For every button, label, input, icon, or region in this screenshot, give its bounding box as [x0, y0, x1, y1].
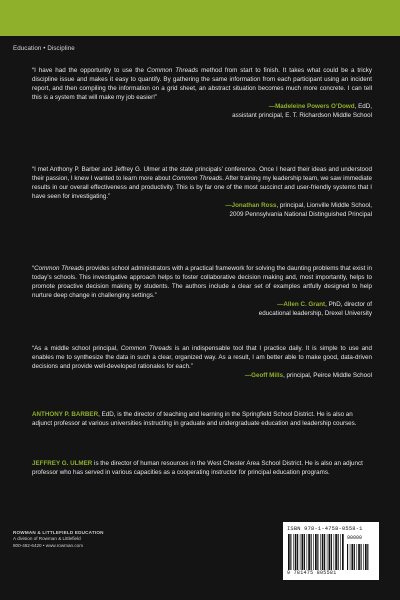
endorsement-attribution-4: —Geoff Mills, principal, Peirce Middle School: [244, 372, 372, 380]
publisher-division: A division of Rowman & Littlefield: [13, 536, 81, 542]
barcode-bar: [327, 534, 328, 570]
barcode-bar: [315, 534, 317, 570]
barcode-bar: [358, 544, 360, 570]
barcode-bar: [361, 544, 362, 570]
barcode-bar: [334, 534, 335, 570]
author-bio-barber: ANTHONY P. BARBER, EdD, is the director of teaching and learning in the Springfield School District. He is also an adjunct professor at various universities instructing in graduate and undergraduate education and leadership courses.: [32, 411, 357, 428]
barcode-bar: [335, 534, 337, 570]
barcode-bars: [288, 534, 344, 570]
barcode-bar: [363, 544, 364, 570]
barcode-bar: [342, 534, 344, 570]
publisher-imprint: [13, 530, 104, 549]
endorsement-quote-2: “I met Anthony P. Barber and Jeffrey G. Ulmer at the state principals’ conference. Once I heard their ideas and understood their passion, I knew I wanted to learn more about Common Threads. After training my leadership team, we saw immediate results in our overall effectiveness and productivity. This is by far one of the most succinct and user-friendly systems that I have seen for investigating.” —Jonathan Ross, principal, Lionville Middle School, 2009 Pennsylvania National Distinguished Principal: [32, 166, 372, 219]
barcode-bar: [351, 544, 353, 570]
barcode-bar: [320, 534, 321, 570]
barcode-bar: [350, 544, 351, 570]
price-barcode-bars: [347, 544, 369, 570]
publisher-name: ROWMAN & LITTLEFIELD EDUCATION: [13, 530, 104, 535]
barcode-bar: [290, 534, 291, 570]
isbn-barcode: [283, 522, 379, 580]
barcode-bar: [311, 534, 312, 570]
endorsement-attribution-1: —Madeleine Powers O’Dowd, EdD, assistant principal, E. T. Richardson Middle School: [232, 103, 372, 120]
barcode-bar: [297, 534, 298, 570]
endorsement-quote-3: “Common Threads provides school administrators with a practical framework for solving the daunting problems that exist in today’s schools. This investigative approach helps to foster collaborative decision making and, most importantly, helps to promote proactive decision making by students. The authors include a clear set of examples artfully designed to help nurture deep change in challenging settings.” —Allen C. Grant, PhD, director of educational leadership, Drexel University: [32, 265, 372, 318]
barcode-bar: [338, 534, 339, 570]
barcode-bar: [293, 534, 294, 570]
barcode-bar: [324, 534, 325, 570]
endorsement-attribution-2: —Jonathan Ross, principal, Lionville Middle School, 2009 Pennsylvania National Distinguished Principal: [225, 202, 372, 219]
category-label: Education • Discipline: [13, 45, 75, 52]
barcode-bar: [347, 544, 348, 570]
barcode-bar: [300, 534, 301, 570]
barcode-bar: [288, 534, 290, 570]
endorsement-quote-4: “As a middle school principal, Common Threads is an indispensable tool that I practice daily. It is simple to use and enables me to synthesize the data in such a clear, organized way. As a result, I am better able to make good, data-driven decisions and provide well-developed rationales for each.” —Geoff Mills, principal, Peirce Middle School: [32, 345, 372, 380]
endorsement-quote-1: “I have had the opportunity to use the Common Threads method from start to finish. It takes what could be a tricky discipline issue and makes it easy to quantify. By gathering the same information from each participant using an incident report, and then compiling the information on a grid sheet, an abstract situation becomes much more concrete. I can tell this is a system that will make my job easier!” —Madeleine Powers O’Dowd, EdD, assistant principal, E. T. Richardson Middle School: [32, 67, 373, 120]
endorsement-attribution-3: —Allen C. Grant, PhD, director of educational leadership, Drexel University: [258, 301, 372, 318]
publisher-contact: 800-462-6420 • www.rowman.com: [13, 542, 84, 548]
isbn-number: ISBN 978-1-4758-0558-1: [287, 526, 363, 532]
barcode-bar: [340, 534, 341, 570]
barcode-bar: [331, 534, 332, 570]
barcode-digits: 9 781475 805581: [287, 570, 337, 576]
barcode-bar: [367, 544, 368, 570]
barcode-bar: [322, 534, 324, 570]
barcode-bar: [354, 544, 355, 570]
author-bio-ulmer: JEFFREY G. ULMER is the director of human resources in the West Chester Area School District. He is also an adjunct professor who has served in various capacities as a cooperating instructor for principal education programs.: [32, 460, 363, 477]
barcode-bar: [308, 534, 310, 570]
barcode-bar: [304, 534, 305, 570]
barcode-bar: [295, 534, 297, 570]
price-code: 90000: [347, 535, 363, 541]
barcode-bar: [313, 534, 314, 570]
barcode-bar: [365, 544, 367, 570]
top-accent-bar: [0, 0, 400, 36]
barcode-bar: [307, 534, 308, 570]
barcode-bar: [317, 534, 318, 570]
barcode-bar: [302, 534, 304, 570]
barcode-bar: [357, 544, 358, 570]
barcode-bar: [329, 534, 331, 570]
